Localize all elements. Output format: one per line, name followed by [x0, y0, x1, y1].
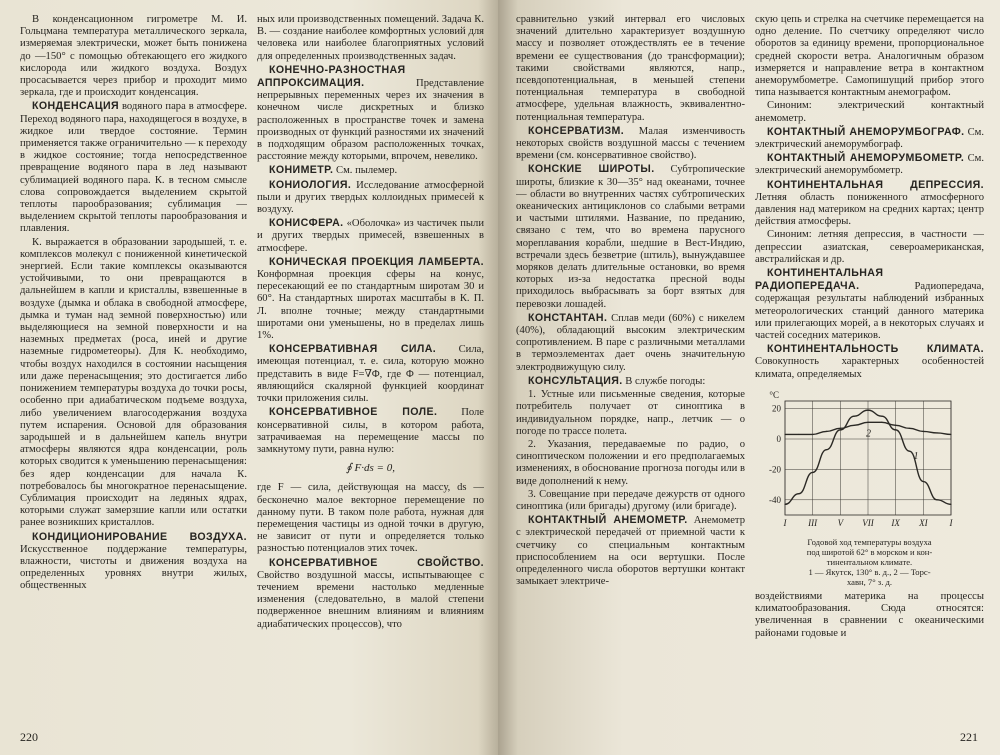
left-page: [0, 0, 498, 755]
x-tick-label: I: [949, 517, 953, 528]
dictionary-entry: [516, 163, 745, 310]
entry-headword: КОНТИНЕНТАЛЬНАЯ РАДИОПЕРЕДАЧА.: [755, 267, 884, 293]
entry-headword: КОНСЕРВАТИВНОЕ СВОЙСТВО.: [269, 556, 484, 569]
paragraph: [516, 489, 745, 513]
data-point-2: [867, 422, 868, 423]
entry-text: Исследование атмосферной пыли и других твердых коллоидных примесей к воздуху.: [257, 179, 484, 216]
dictionary-entry: [755, 126, 984, 151]
entry-text: «Оболочка» из частичек пыли и других твердых примесей, взвешенных в атмосфере.: [257, 218, 484, 254]
entry-text: Совокупность характерных особенностей климата, определяемых: [755, 356, 984, 380]
entry-headword: КОНДЕНСАЦИЯ: [32, 100, 120, 113]
x-tick-label: VII: [862, 517, 874, 528]
dictionary-entry: [257, 557, 484, 631]
entry-headword: КОНДИЦИОНИРОВАНИЕ ВОЗДУХА.: [32, 530, 247, 543]
paragraph: [755, 14, 984, 99]
data-point-1: [923, 481, 924, 482]
x-tick-label: III: [808, 517, 818, 528]
data-point-1: [784, 504, 785, 505]
dictionary-entry: [257, 343, 484, 405]
x-tick-label: XI: [919, 517, 928, 528]
data-point-1: [798, 493, 799, 494]
data-point-2: [881, 422, 882, 423]
data-point-1: [812, 472, 813, 473]
entry-headword: КОНИСФЕРА.: [269, 217, 344, 230]
entry-text: Свойство воздушной массы, испытывающее с течением времени настолько медленные изменения (следовательно, в малой степени подверженное внешним влияниям и влияниям адиабатических процессов), что: [257, 569, 484, 630]
dictionary-entry: [755, 267, 984, 342]
entry-text: сравнительно узкий интервал его числовых значений длительно характеризует воздушную массу и позволяет отождествлять ее в течение времени ее существования (до трансформации); такими свойствами являются, напр., псевдопотенциальная, в меньшей степени потенциальная температура в свободной атмосфере, удельная влажность, эквивалентно-потенциальная температура.: [516, 14, 745, 123]
page-number-left: 220: [20, 730, 38, 744]
paragraph: [516, 389, 745, 438]
dictionary-entry: [257, 256, 484, 342]
entry-text: См. пылемер.: [333, 165, 398, 177]
paragraph: [20, 14, 247, 99]
data-point-2: [798, 434, 799, 435]
page-number-right: 221: [960, 730, 978, 744]
dictionary-entry: [257, 64, 484, 164]
data-point-2: [950, 434, 951, 435]
paragraph: [755, 229, 984, 266]
x-tick-label: IX: [891, 517, 900, 528]
dictionary-entry: [516, 514, 745, 588]
paragraph: [755, 591, 984, 640]
temperature-figure: [755, 387, 984, 587]
dictionary-entry: [20, 531, 247, 593]
series-label-2: 2: [866, 428, 871, 440]
dictionary-entry: [516, 125, 745, 163]
x-tick-label: I: [783, 517, 787, 528]
data-point-1: [909, 450, 910, 451]
y-tick-label: -40: [769, 494, 781, 505]
entry-text: Конформная проекция сферы на конус, пересекающий ее по стандартным широтам 30 и 60°. На стандартных широтах масштабы в К. П. Л. вполне точные; между стандартными широтами они уменьшены, но в пределах лишь 1%.: [257, 269, 484, 342]
entry-text: ных или производственных помещений. Задача К. В. — создание наиболее комфортных условий для человека или наиболее благоприятных условий для определенных производственных задач.: [257, 14, 484, 62]
entry-text: где F — сила, действующая на массу, ds — бесконечно малое векторное перемещение по данному пути. В таком поле работа, нужная для перемещения частицы из одной точки в другую, не зависит от пути и определяется только разностью потенциалов этих точек.: [257, 482, 484, 555]
dictionary-entry: [755, 152, 984, 177]
annual-temperature-chart: [755, 387, 971, 535]
y-tick-label: 20: [772, 403, 781, 414]
entry-text: Представление непрерывных переменных через их значения в конечном числе дискретных и близко расположенных в пространстве точек и замена производных от функций разностями их значений в подходящим образом расположенных точках, расстояние между которыми, впрочем, невелико.: [257, 78, 484, 163]
entry-text: Искусственное поддержание температуры, влажности, чистоты и движения воздуха на определенных уровнях внутри жилых, общественных: [20, 543, 247, 592]
entry-headword: КОНТАКТНЫЙ АНЕМОМЕТР.: [528, 514, 688, 527]
entry-text: В конденсационном гигрометре М. И. Гольцмана температура металлического зеркала, измеряемая электрически, может быть понижена до —150° с помощью обтекающего его жидкого кислорода или жидкого воздуха. Воздух просасывается через прибор и проходит мимо зеркала, где и происходит конденсация.: [20, 14, 247, 99]
caption-line: 1 — Якутск, 130° в. д., 2 — Торс-: [808, 566, 931, 577]
entry-text: Сила, имеющая потенциал, т. е. сила, которую можно представить в виде F=∇Φ, где Φ — потенциал, являющийся скалярной функцией координат точки приложения силы.: [257, 344, 484, 405]
right-column-1: [516, 14, 745, 704]
entry-text: 3. Совещание при передаче дежурств от одного синоптика (или бригады) другому (или бригаде).: [516, 488, 745, 512]
left-column-2: [257, 14, 484, 704]
entry-headword: КОНСТАНТАН.: [528, 311, 608, 324]
entry-text: воздействиями материка на процессы климатообразования. Сюда относятся: увеличенная в сравнении с океаническими районами годовые и: [755, 590, 984, 639]
right-column-2: [755, 14, 984, 704]
y-tick-label: -20: [769, 464, 781, 475]
data-point-2: [923, 431, 924, 432]
entry-text: скую цепь и стрелка на счетчике перемещается на одно деление. По счетчику определяют число оборотов за единицу времени, пропорциональное средней скорости ветра. Аналогичным образом измеряется и направление ветра в контактном анеморумбометре. Самопишущий прибор этого типа называется контактным анемографом.: [755, 14, 984, 99]
dictionary-entry: [516, 312, 745, 374]
dictionary-entry: [755, 343, 984, 381]
data-point-2: [840, 428, 841, 429]
entry-text: 2. Указания, передаваемые по радио, о синоптическом положении и его предполагаемых изменениях, в обоснование прогноза погоды или в виде дополнений к нему.: [516, 438, 745, 487]
data-point-1: [937, 499, 938, 500]
paragraph: [257, 14, 484, 63]
entry-headword: КОНИОЛОГИЯ.: [269, 178, 352, 191]
data-point-1: [867, 409, 868, 410]
entry-headword: КОНСЕРВАТИВНОЕ ПОЛЕ.: [269, 406, 438, 419]
data-point-1: [895, 429, 896, 430]
entry-headword: КОНТИНЕНТАЛЬНОСТЬ КЛИМАТА.: [767, 343, 984, 356]
series-label-1: 1: [913, 451, 919, 463]
caption-line: под широтой 62° в морском и кон-: [806, 546, 933, 557]
entry-text: Радиопередача, содержащая результаты наблюдений избранных метеорологических станций данного материка или прилегающих морей, а в некоторых случаях и частей соседних материков.: [755, 281, 984, 342]
paragraph: [755, 100, 984, 124]
y-axis-unit: °C: [769, 389, 779, 400]
data-point-1: [950, 504, 951, 505]
entry-text: Сплав меди (60%) с никелем (40%), обладающий высоким электрическим сопротивлением. В паре с различными металлами в термоэлементах дает очень значительную электродвижущую силу.: [516, 312, 745, 373]
entry-headword: КОНСКИЕ ШИРОТЫ.: [528, 163, 655, 176]
right-page: [498, 0, 1000, 755]
entry-text: См. электрический анеморумбометр.: [755, 153, 984, 177]
data-point-2: [895, 425, 896, 426]
paragraph: [257, 482, 484, 555]
data-point-1: [840, 429, 841, 430]
paragraph: [20, 237, 247, 530]
data-point-1: [854, 415, 855, 416]
entry-text: Анемометр с электрической передачей от приемной части к счетчику со специальным контактным приспособлением на оси вертушки. После определенного числа оборотов вертушки контакт замыкает электриче-: [516, 515, 745, 588]
entry-headword: КОНСЕРВАТИВНАЯ СИЛА.: [269, 343, 437, 356]
entry-text: В службе погоды:: [622, 375, 706, 387]
entry-headword: КОНТАКТНЫЙ АНЕМОРУМБОМЕТР.: [767, 152, 965, 165]
entry-text: Субтропические широты, близкие к 30—35° над океанами, точнее — области во внутренних частях субтропических океанических антициклонов со слабыми ветрами и частыми штилями. Название, по преданию, связано с тем, что во времена парусного мореплавания корабли, шедшие в Вест-Индию, встречали здесь безветрие (штиль), вынуждавшее моряков делать длительные остановки, во время которых из-за недостатка пресной воды приходилось выбрасывать за борт взятых для перевозки лошадей.: [516, 164, 745, 310]
entry-text: Синоним: электрический контактный анемометр.: [755, 100, 984, 124]
dictionary-entry: [257, 164, 484, 177]
entry-text: Малая изменчивость некоторых свойств воздушной массы с течением времени (см. консервативное свойство).: [516, 125, 745, 162]
entry-text: 1. Устные или письменные сведения, которые потребитель получает от синоптика в индивидуальном порядке, напр., летчик — о погоде по трассе полета.: [516, 389, 745, 437]
right-column-2-bottom: [755, 591, 984, 640]
dictionary-entry: [257, 406, 484, 456]
paragraph: [516, 14, 745, 124]
entry-headword: КОНСУЛЬТАЦИЯ.: [528, 374, 623, 387]
paragraph: [516, 439, 745, 488]
data-point-2: [812, 434, 813, 435]
dictionary-entry: [516, 375, 745, 388]
x-tick-label: V: [837, 517, 844, 528]
data-point-2: [826, 431, 827, 432]
caption-line: тинентальном климате.: [826, 556, 913, 567]
entry-headword: КОНЕЧНО-РАЗНОСТНАЯ АППРОКСИМАЦИЯ.: [257, 63, 406, 90]
data-point-2: [937, 432, 938, 433]
data-point-2: [784, 434, 785, 435]
entry-headword: КОНИЧЕСКАЯ ПРОЕКЦИЯ ЛАМБЕРТА.: [269, 255, 484, 268]
dictionary-entry: [20, 100, 247, 235]
formula: ∮ F·ds = 0,: [346, 462, 395, 475]
entry-text: водяного пара в атмосфере. Переход водяного пара, находящегося в воздухе, в жидкое или твердое состояние. Термин применяется также ограничительно — к переходу в жидкое состояние; тогда непосредственное превращение водяного пара в лед называют сублимацией водяного пара. К. в тесном смысле слова сопровождается выделением скрытой теплоты парообразования; сублимация — выделением скрытой теплоты парообразования и плавления.: [20, 101, 247, 235]
data-point-2: [854, 425, 855, 426]
figure-caption: [755, 537, 984, 587]
entry-headword: КОНСЕРВАТИЗМ.: [528, 124, 625, 137]
data-point-1: [826, 449, 827, 450]
caption-line: хавн, 7° з. д.: [846, 576, 893, 587]
entry-text: Синоним: летняя депрессия, в частности — депрессии азиатская, североамериканская, австралийская и др.: [755, 229, 984, 265]
dictionary-entry: [257, 217, 484, 255]
caption-line: Годовой ход температуры воздуха: [807, 536, 932, 547]
data-point-2: [909, 428, 910, 429]
entry-headword: КОНТАКТНЫЙ АНЕМОРУМБОГРАФ.: [767, 125, 965, 138]
entry-headword: КОНТИНЕНТАЛЬНАЯ ДЕПРЕССИЯ.: [767, 178, 984, 191]
data-point-1: [881, 415, 882, 416]
left-column-1: [20, 14, 247, 704]
dictionary-entry: [257, 179, 484, 217]
entry-text: Летняя область пониженного атмосферного давления над материком на средних картах; центр действия атмосферы.: [755, 191, 984, 228]
dictionary-entry: [755, 179, 984, 229]
entry-text: См. электрический анеморумбограф.: [755, 126, 984, 151]
entry-text: Поле консервативной силы, в котором работа, затрачиваемая на перемещение массы по замкнутому пути, равна нулю:: [257, 407, 484, 455]
entry-text: К. выражается в образовании зародышей, т. е. комплексов молекул с пониженной кинетической энергией. Если такие комплексы оказываются устойчивыми, то они превращаются в дальнейшем в капли и кристаллы, взвешенные в воздухе (дымка и облака в свободной атмосфере, дымка и туман над земной поверхностью) или выделяющиеся на земной поверхности и на наземных предметах (роса, иней и другие наземные гидрометеоры). Для К. необходимо, чтобы воздух находился в состоянии насыщения или даже перенасыщения; это достигается либо понижением температуры воздуха до точки росы, особенно при адиабатическом подъеме воздуха, либо увеличением влагосодержания воздуха путем испарения. Основой для образования зародышей и в дальнейшем капель внутри атмосферы являются ядра конденсации, роль которых сводится к уменьшению перенасыщения: без ядер конденсации для начала К. потребовалось бы многократное перенасыщение. Сублимация происходит на ледяных ядрах, которыми служат замерзшие капли или остатки ранее возникших кристаллов.: [20, 236, 247, 529]
entry-headword: КОНИМЕТР.: [269, 164, 334, 177]
y-tick-label: 0: [776, 433, 781, 444]
right-column-2-top: [755, 14, 984, 381]
